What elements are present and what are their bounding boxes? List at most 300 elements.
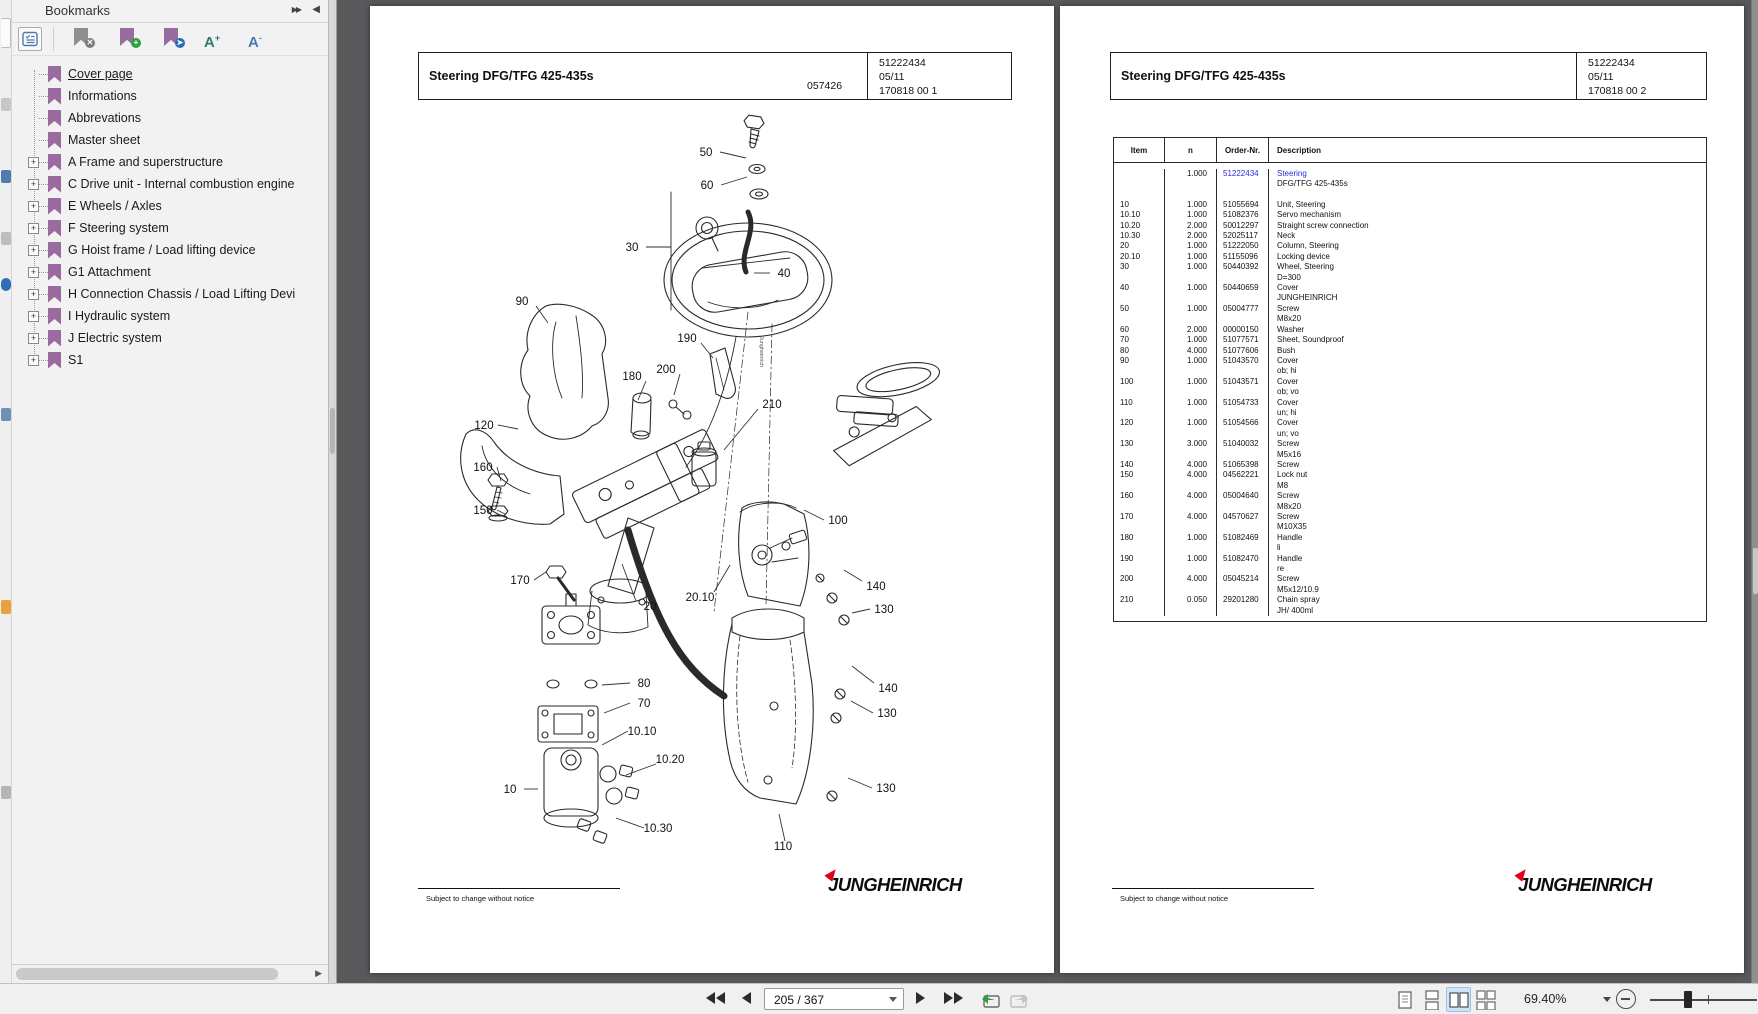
zoom-out-icon[interactable] (1616, 989, 1636, 1009)
cell-description: Unit, Steering (1268, 200, 1706, 210)
table-row (1114, 231, 1706, 241)
bookmark-item[interactable] (12, 305, 328, 327)
bookmark-item[interactable] (12, 173, 328, 195)
footer-note: Subject to change without notice (1120, 894, 1228, 903)
col-header-order: Order-Nr. (1216, 138, 1268, 162)
cell-description: Straight screw connection (1268, 221, 1706, 231)
panel-splitter[interactable] (328, 0, 337, 983)
callout-label: 90 (515, 296, 529, 308)
callout-label: 150 (473, 505, 493, 517)
cell-item: 180 (1120, 532, 1134, 542)
cell-quantity: 4.000 (1164, 470, 1216, 491)
rail-fragment (1, 98, 11, 111)
cell-item: 170 (1120, 512, 1134, 521)
cell-description: Screw M5x16 (1268, 439, 1706, 460)
cell-quantity: 1.000 (1164, 398, 1216, 419)
cell-item: 60 (1120, 324, 1129, 334)
cell-quantity: 1.000 (1164, 377, 1216, 398)
table-row (1114, 356, 1706, 377)
bookmark-icon (48, 242, 61, 259)
table-row (1114, 252, 1706, 262)
zoom-slider-track[interactable] (1650, 999, 1757, 1001)
header-divider (1576, 53, 1577, 99)
bookmark-icon (48, 220, 61, 237)
zoom-level[interactable]: 69.40% (1524, 992, 1567, 1006)
jungheinrich-logo: JUNGHEINRICH (828, 874, 962, 896)
cell-quantity: 1.000 (1164, 210, 1216, 220)
callout-label: 200 (656, 364, 676, 376)
col-header-item: Item (1130, 145, 1148, 155)
cell-order-number: 50440659 (1216, 283, 1268, 304)
callout-label: 120 (474, 420, 494, 432)
callout-label: 30 (625, 242, 639, 254)
cell-item: 140 (1120, 459, 1134, 469)
cell-description: Handle li (1268, 533, 1706, 554)
cell-description: Column, Steering (1268, 241, 1706, 251)
bookmark-label[interactable]: J Electric system (68, 331, 162, 345)
last-page-icon[interactable] (944, 992, 963, 1004)
table-row (1114, 346, 1706, 356)
page-number-input[interactable] (764, 988, 904, 1010)
callout-label: 100 (828, 515, 848, 527)
cell-quantity: 1.000 (1164, 169, 1216, 190)
table-row (1114, 210, 1706, 220)
callout-label: 70 (637, 698, 651, 710)
cell-description: Steering DFG/TFG 425-435s (1268, 169, 1706, 190)
cell-quantity: 2.000 (1164, 231, 1216, 241)
cell-item: 40 (1120, 283, 1129, 293)
zoom-slider-tick (1708, 995, 1709, 1004)
ref-line: 170818 00 2 (1588, 85, 1647, 97)
cell-description: Screw M8x20 (1268, 491, 1706, 512)
parts-table (1113, 137, 1707, 622)
bookmark-label[interactable]: F Steering system (68, 221, 169, 235)
expand-plus-icon[interactable]: + (28, 333, 39, 344)
scroll-right-icon[interactable]: ▶ (315, 968, 322, 978)
table-row (1114, 221, 1706, 231)
table-row (1114, 574, 1706, 595)
toolbar-separator (53, 27, 54, 51)
cell-order-number: 51043570 (1216, 356, 1268, 377)
cell-quantity: 2.000 (1164, 325, 1216, 335)
bookmark-icon (48, 352, 61, 369)
expand-plus-icon[interactable]: + (28, 289, 39, 300)
scrollbar-thumb[interactable] (16, 968, 278, 980)
cell-quantity: 3.000 (1164, 439, 1216, 460)
cell-order-number: 51082469 (1216, 533, 1268, 554)
cell-description: Screw M8x20 (1268, 304, 1706, 325)
bookmark-icon (48, 286, 61, 303)
rail-fragment (1, 278, 11, 291)
bookmark-icon (48, 132, 61, 149)
bookmark-label[interactable]: E Wheels / Axles (68, 199, 162, 213)
callout-label: 130 (876, 783, 896, 795)
callout-label: 10.10 (627, 726, 657, 738)
cell-quantity: 1.000 (1164, 335, 1216, 345)
parts-table-header (1114, 138, 1706, 163)
cell-description: Locking device (1268, 252, 1706, 262)
cell-item: 10 (1120, 199, 1129, 209)
bookmarks-panel-header (12, 0, 328, 23)
bookmark-label[interactable]: C Drive unit - Internal combustion engine (68, 177, 295, 191)
callout-label: 210 (762, 399, 782, 411)
table-spacer-row (1114, 190, 1706, 200)
callout-label: 10 (503, 784, 517, 796)
cell-item: 10.10 (1120, 210, 1141, 220)
bookmark-label[interactable]: G1 Attachment (68, 265, 151, 279)
two-page-scrolling-icon[interactable] (1473, 987, 1498, 1012)
previous-page-icon[interactable] (742, 992, 751, 1004)
cell-order-number: 51054566 (1216, 418, 1268, 439)
tree-connector (39, 206, 48, 207)
cell-quantity: 1.000 (1164, 304, 1216, 325)
bookmark-icon (48, 88, 61, 105)
first-page-icon[interactable] (706, 992, 725, 1004)
table-row (1114, 241, 1706, 251)
callout-label: 130 (874, 604, 894, 616)
footer-note: Subject to change without notice (426, 894, 534, 903)
cell-order-number: 51077571 (1216, 335, 1268, 345)
bookmark-icon (48, 154, 61, 171)
single-page-icon[interactable] (1392, 987, 1417, 1012)
expand-plus-icon[interactable]: + (28, 311, 39, 322)
bookmark-item[interactable] (12, 85, 328, 107)
cell-description: Bush (1268, 346, 1706, 356)
expand-plus-icon[interactable]: + (28, 223, 39, 234)
tree-connector (39, 338, 48, 339)
table-row (1114, 304, 1706, 325)
table-row (1114, 533, 1706, 554)
bookmark-icon (48, 110, 61, 127)
cell-quantity: 4.000 (1164, 346, 1216, 356)
cell-description: Washer (1268, 325, 1706, 335)
page-title: Steering DFG/TFG 425-435s (1121, 69, 1286, 83)
cell-description: Cover JUNGHEINRICH (1268, 283, 1706, 304)
bookmark-label[interactable]: H Connection Chassis / Load Lifting Devi (68, 287, 296, 301)
delete-bookmark-icon[interactable]: ✕ (74, 28, 91, 49)
cell-item: 120 (1120, 418, 1134, 428)
cell-item: 110 (1120, 397, 1133, 407)
cell-order-number: 05004777 (1216, 304, 1268, 325)
cell-description: Screw M10X35 (1268, 512, 1706, 533)
cell-order-number: 52025117 (1216, 231, 1268, 241)
expand-plus-icon[interactable]: + (28, 157, 39, 168)
callout-label: 60 (700, 180, 714, 192)
tree-connector (39, 96, 48, 97)
cell-item: 200 (1120, 574, 1134, 584)
callout-label: 110 (773, 841, 793, 853)
cell-quantity: 1.000 (1164, 262, 1216, 283)
cell-item: 190 (1120, 553, 1134, 563)
bookmark-item[interactable] (12, 327, 328, 349)
cell-order-number: 51155096 (1216, 252, 1268, 262)
page-right (1060, 6, 1744, 973)
cell-quantity: 4.000 (1164, 460, 1216, 470)
bookmark-icon (48, 330, 61, 347)
rail-fragment (1, 232, 11, 245)
chevron-down-icon[interactable] (1603, 997, 1611, 1002)
bookmark-label[interactable]: I Hydraulic system (68, 309, 171, 323)
scrolling-page-icon[interactable] (1419, 987, 1444, 1012)
table-row (1114, 554, 1706, 575)
options-checklist-icon[interactable] (18, 27, 42, 51)
left-tool-rail (0, 0, 12, 983)
bookmark-label[interactable]: Master sheet (68, 133, 141, 147)
expand-plus-icon[interactable]: + (28, 355, 39, 366)
expand-plus-icon[interactable]: + (28, 245, 39, 256)
bookmark-icon (48, 66, 61, 83)
callout-label: 20 (643, 601, 657, 613)
callout-label: 50 (699, 147, 713, 159)
tree-connector (39, 250, 48, 251)
page-header-table (1110, 52, 1707, 100)
callout-label: 40 (777, 268, 791, 280)
cell-description: Cover ob; vo (1268, 377, 1706, 398)
bookmarks-horizontal-scrollbar[interactable] (0, 964, 328, 983)
tree-connector (39, 74, 48, 75)
table-row (1114, 335, 1706, 345)
previous-view-icon[interactable] (978, 990, 1002, 1010)
exploded-parts-diagram (370, 6, 1054, 973)
cell-description: Servo mechanism (1268, 210, 1706, 220)
callout-label: 180 (622, 371, 642, 383)
bookmark-icon (48, 308, 61, 325)
cell-quantity: 1.000 (1164, 554, 1216, 575)
cell-description: Cover un; vo (1268, 418, 1706, 439)
col-header-description: Description (1268, 138, 1706, 162)
bookmark-tree (12, 56, 328, 371)
cell-order-number: 51055694 (1216, 200, 1268, 210)
table-row (1114, 377, 1706, 398)
cell-order-number: 51222050 (1216, 241, 1268, 251)
cell-order-number: 05004640 (1216, 491, 1268, 512)
ref-line: 05/11 (879, 71, 905, 83)
bookmark-item[interactable] (12, 283, 328, 305)
cell-quantity: 4.000 (1164, 512, 1216, 533)
cell-order-number: 51077606 (1216, 346, 1268, 356)
ref-line: 51222434 (879, 57, 926, 69)
table-row (1114, 512, 1706, 533)
bookmark-item[interactable] (12, 195, 328, 217)
cell-quantity: 1.000 (1164, 533, 1216, 554)
cell-quantity: 1.000 (1164, 283, 1216, 304)
cell-description: Sheet, Soundproof (1268, 335, 1706, 345)
cell-description: Chain spray JH/ 400ml (1268, 595, 1706, 616)
rail-fragment (1, 600, 11, 614)
status-toolbar (0, 983, 1758, 1014)
cell-item: 90 (1120, 355, 1129, 365)
bookmark-icon (48, 176, 61, 193)
cell-order-number: 50012297 (1216, 221, 1268, 231)
next-page-icon[interactable] (916, 992, 925, 1004)
cell-description: Neck (1268, 231, 1706, 241)
table-row (1114, 283, 1706, 304)
cell-item: 10.30 (1120, 231, 1141, 241)
rail-fragment (1, 786, 11, 799)
callout-label: 140 (878, 683, 898, 695)
cell-order-number[interactable]: 51222434 (1216, 169, 1268, 190)
rail-fragment (1, 18, 11, 48)
next-view-icon[interactable] (1008, 990, 1032, 1010)
two-page-icon[interactable] (1446, 987, 1471, 1012)
cell-item: 210 (1120, 595, 1134, 605)
decrease-text-icon[interactable]: A- (248, 33, 262, 51)
ref-block (1588, 56, 1646, 98)
cell-description: Screw (1268, 460, 1706, 470)
cell-quantity: 2.000 (1164, 221, 1216, 231)
bookmark-item[interactable] (12, 107, 328, 129)
cell-description: Lock nut M8 (1268, 470, 1706, 491)
callout-label: 130 (877, 708, 897, 720)
table-row (1114, 325, 1706, 335)
go-to-bookmark-icon[interactable]: ➤ (164, 28, 181, 49)
table-row (1114, 169, 1706, 190)
document-area (337, 0, 1758, 983)
cell-quantity: 1.000 (1164, 252, 1216, 262)
cell-quantity: 1.000 (1164, 418, 1216, 439)
callout-label: 80 (637, 678, 651, 690)
page-display[interactable]: 205 / 367 (774, 993, 825, 1007)
table-row (1114, 439, 1706, 460)
bookmark-item[interactable] (12, 349, 328, 371)
callout-label: 190 (677, 333, 697, 345)
tree-connector (39, 228, 48, 229)
double-arrow-right-icon[interactable]: ▶▶ (291, 5, 300, 14)
callout-label: 160 (473, 462, 493, 474)
cell-quantity: 1.000 (1164, 356, 1216, 377)
bookmark-icon (48, 198, 61, 215)
rail-fragment (1, 170, 11, 183)
table-row (1114, 470, 1706, 491)
callout-label: 140 (866, 581, 886, 593)
vertical-brand-label: Jungheinrich (758, 336, 764, 368)
footer-rule (418, 888, 620, 889)
collapse-left-icon[interactable]: ◀ (312, 4, 320, 15)
cell-description: Handle re (1268, 554, 1706, 575)
bookmark-item[interactable] (12, 261, 328, 283)
bookmark-label[interactable]: Cover page (68, 67, 133, 81)
cell-description: Screw M5x12/10.9 (1268, 574, 1706, 595)
callout-label: 10.20 (655, 754, 685, 766)
table-row (1114, 418, 1706, 439)
bookmark-item[interactable] (12, 217, 328, 239)
cell-order-number: 51082376 (1216, 210, 1268, 220)
ref-line: 170818 00 1 (879, 85, 938, 97)
bookmark-label[interactable]: A Frame and superstructure (68, 155, 223, 169)
table-row (1114, 200, 1706, 210)
bookmark-item[interactable] (12, 151, 328, 173)
tree-connector (39, 140, 48, 141)
cell-description: Cover un; hi (1268, 398, 1706, 419)
cell-order-number: 51054733 (1216, 398, 1268, 419)
expand-plus-icon[interactable]: + (28, 267, 39, 278)
cell-order-number: 04570627 (1216, 512, 1268, 533)
cell-item: 100 (1120, 376, 1134, 386)
tree-connector (39, 272, 48, 273)
cell-order-number: 04562221 (1216, 470, 1268, 491)
cell-item: 70 (1120, 335, 1129, 345)
col-header-n: n (1164, 138, 1216, 162)
bookmarks-panel (12, 0, 328, 983)
table-row (1114, 491, 1706, 512)
expand-plus-icon[interactable]: + (28, 179, 39, 190)
page-title: Steering DFG/TFG 425-435s (429, 69, 594, 83)
table-row (1114, 460, 1706, 470)
new-bookmark-icon[interactable]: + (120, 28, 137, 49)
cell-quantity: 1.000 (1164, 241, 1216, 251)
parts-table-body (1114, 163, 1706, 621)
cell-quantity: 1.000 (1164, 200, 1216, 210)
tree-connector (39, 162, 48, 163)
callout-label: 20.10 (685, 592, 715, 604)
ref-line: 51222434 (1588, 57, 1635, 69)
page-left (370, 6, 1054, 973)
table-row (1114, 262, 1706, 283)
cell-description: Wheel, Steering D=300 (1268, 262, 1706, 283)
cell-order-number: 51043571 (1216, 377, 1268, 398)
cell-item: 10.20 (1120, 220, 1141, 230)
chevron-down-icon[interactable] (889, 997, 897, 1002)
cell-quantity: 4.000 (1164, 491, 1216, 512)
bookmark-label[interactable]: Abbrevations (68, 111, 141, 125)
cell-order-number: 05045214 (1216, 574, 1268, 595)
cell-quantity: 4.000 (1164, 574, 1216, 595)
cell-quantity: 0.050 (1164, 595, 1216, 616)
tree-connector (39, 360, 48, 361)
cell-item: 50 (1120, 303, 1129, 313)
footer-rule (1112, 888, 1314, 889)
rail-fragment (1, 408, 11, 421)
cell-item: 20.10 (1120, 251, 1141, 261)
cell-item: 80 (1120, 345, 1129, 355)
tree-connector (39, 316, 48, 317)
bookmark-label[interactable]: S1 (68, 353, 84, 367)
doc-number: 057426 (807, 80, 843, 92)
callout-label: 10.30 (643, 823, 673, 835)
bookmarks-toolbar (12, 23, 328, 56)
expand-plus-icon[interactable]: + (28, 201, 39, 212)
bookmark-label[interactable]: Informations (68, 89, 137, 103)
cell-order-number: 51065398 (1216, 460, 1268, 470)
cell-item: 160 (1120, 491, 1134, 501)
vertical-scrollbar[interactable] (1751, 0, 1758, 983)
splitter-handle[interactable] (330, 408, 335, 454)
zoom-slider-handle[interactable] (1684, 991, 1692, 1008)
bookmark-item[interactable] (12, 129, 328, 151)
callout-label: 170 (510, 575, 530, 587)
tree-connector (39, 184, 48, 185)
increase-text-icon[interactable]: A+ (204, 33, 221, 51)
cell-order-number: 50440392 (1216, 262, 1268, 283)
cell-order-number: 00000150 (1216, 325, 1268, 335)
bookmark-icon (48, 264, 61, 281)
table-row (1114, 595, 1706, 616)
ref-line: 05/11 (1588, 71, 1614, 83)
cell-item: 20 (1120, 241, 1129, 251)
bookmark-label[interactable]: G Hoist frame / Load lifting device (68, 243, 256, 257)
bookmark-item[interactable] (12, 239, 328, 261)
panel-title: Bookmarks (45, 3, 111, 18)
bookmark-item[interactable] (12, 63, 328, 85)
cell-order-number: 51040032 (1216, 439, 1268, 460)
scrollbar-thumb[interactable] (1753, 548, 1758, 594)
cell-order-number: 51082470 (1216, 554, 1268, 575)
cell-item: 30 (1120, 262, 1129, 272)
table-row (1114, 398, 1706, 419)
cell-item (1114, 169, 1164, 190)
cell-item: 150 (1120, 470, 1134, 480)
tree-connector (39, 294, 48, 295)
